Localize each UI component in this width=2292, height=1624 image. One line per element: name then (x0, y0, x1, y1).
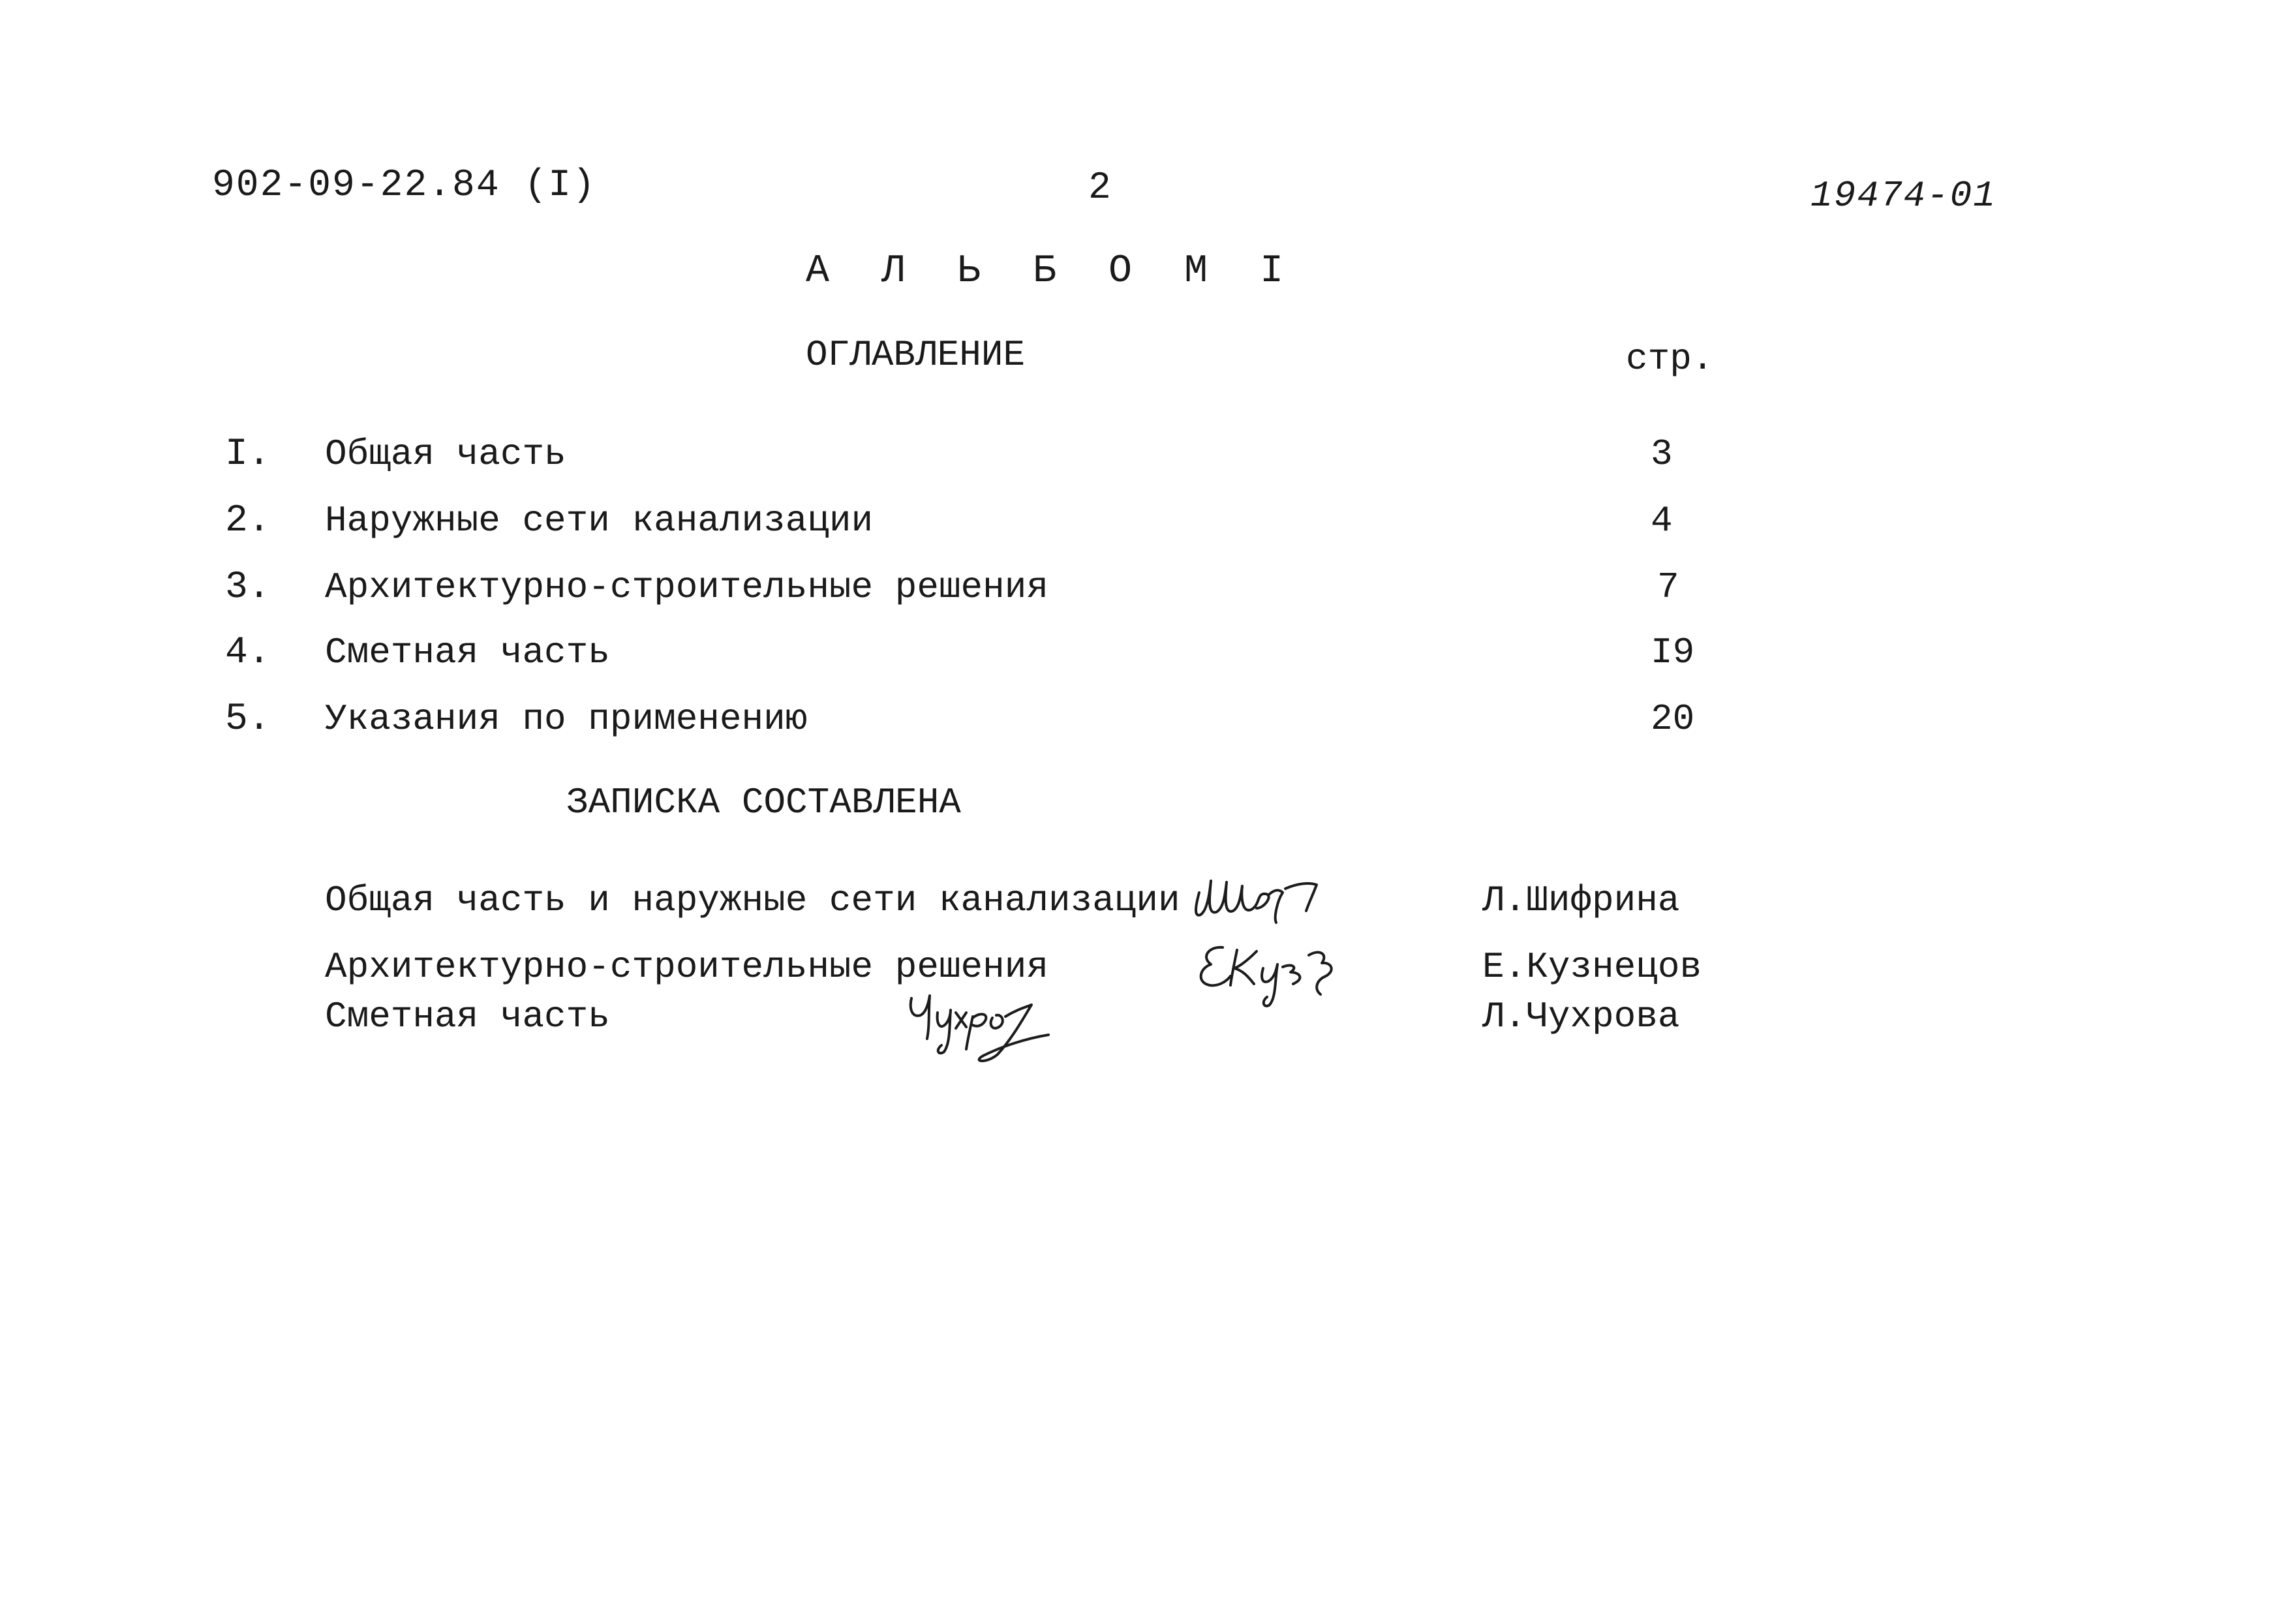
toc-item-page: 7 (1657, 566, 1679, 608)
page-number: 2 (1088, 167, 1111, 209)
toc-item-title: Наружные сети канализации (325, 500, 874, 542)
page-column-label: стр. (1626, 338, 1714, 380)
toc-item-title: Общая часть (325, 433, 566, 475)
toc-item-number: 5. (225, 698, 271, 741)
author-name: Л.Чухрова (1482, 996, 1680, 1037)
toc-item-page: I9 (1651, 632, 1695, 673)
registration-number: 19474-01 (1811, 175, 1996, 217)
author-name: Л.Шифрина (1482, 880, 1680, 921)
author-section: Сметная часть (325, 996, 610, 1037)
toc-item-number: I. (225, 433, 271, 476)
album-title: А Л Ь Б О М I (806, 249, 1298, 294)
toc-item-number: 3. (225, 566, 271, 609)
signature-kuznetsov (1194, 934, 1357, 1016)
toc-item-page: 3 (1651, 433, 1673, 475)
toc-item-page: 4 (1651, 500, 1673, 542)
author-section: Архитектурно-строительные решения (325, 946, 1048, 988)
toc-item-title: Архитектурно-строительные решения (325, 566, 1048, 608)
author-name: Е.Кузнецов (1482, 946, 1702, 988)
toc-item-number: 4. (225, 632, 271, 674)
author-section: Общая часть и наружные сети канализации (325, 880, 1180, 921)
signature-chukhrova (904, 984, 1060, 1072)
toc-item-page: 20 (1651, 698, 1695, 740)
toc-item-number: 2. (225, 500, 271, 542)
signature-shifrina (1187, 855, 1331, 930)
toc-item-title: Сметная часть (325, 632, 610, 673)
contents-title: ОГЛАВЛЕНИЕ (806, 334, 1026, 376)
document-code: 902-09-22.84 (I) (212, 164, 596, 207)
compiled-by-title: ЗАПИСКА СОСТАВЛЕНА (566, 782, 961, 823)
toc-item-title: Указания по применению (325, 698, 808, 740)
